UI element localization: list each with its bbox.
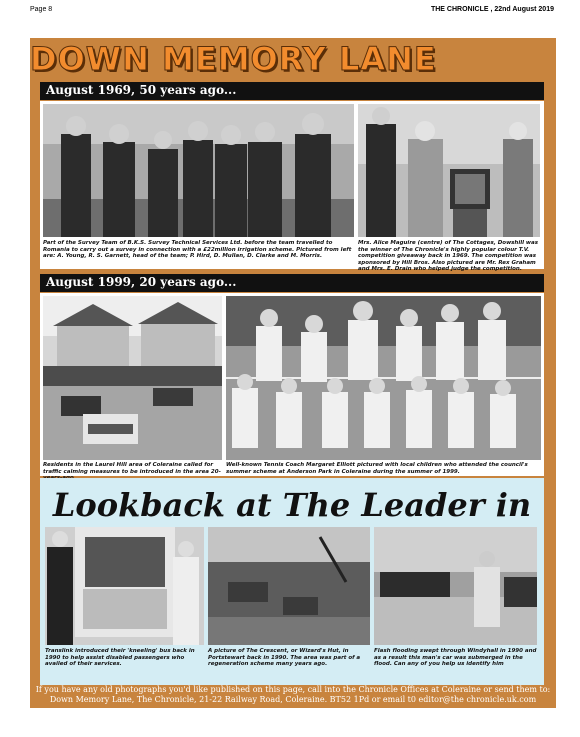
caption-flood-car: Flash flooding swept through Windyhall in 1990 and as a result this man's car was submerged in the flood. Can any of you help us identify him	[374, 648, 537, 668]
photo-tennis-group	[226, 296, 541, 460]
caption-crescent: A picture of The Crescent, or Wizard's Hut, in Portstewart back in 1990. The area was part of a regeneration scheme many years ago.	[208, 648, 361, 668]
masthead-title: DOWN MEMORY LANE	[30, 40, 437, 78]
caption-laurel-hill: Residents in the Laurel Hill area of Coleraine called for traffic calming measures to be introduced in the area 20-	[43, 462, 221, 475]
submission-footer	[30, 685, 556, 710]
publication-date: THE CHRONICLE , 22nd August 2019	[430, 6, 554, 13]
caption-tennis-group: Well-known Tennis Coach Margaret Elliott pictured with local children who attended the council's summer scheme at Anderson Park in Coleraine during the summer of 1999.	[226, 462, 528, 475]
photo-kneeling-bus	[45, 527, 204, 645]
caption-survey-team: Part of the Survey Team of B.K.S. Survey Technical Services Ltd. before the team travelled to Romania to carry out a survey in connection with a £22million irrigation scheme. Pictured from left are: A. Young, R. S. Garnett, head of the team; P. Hird, D. Mullan, D. Clarke and M. Morris.	[43, 240, 352, 260]
section-title-1969: August 1969, 50 years ago...	[46, 83, 237, 97]
lookback-title: Lookback at The Leader in	[52, 486, 532, 524]
section-title-1999: August 1999, 20 years ago...	[46, 275, 237, 289]
photo-survey-team	[43, 104, 354, 237]
caption-tv-winner: Mrs. Alice Maguire (centre) of The Cottages, Dowshill was the winner of The Chronicle's highly popular colour T.V. competition giveaway back in 1969. The competition was sponsored by Hill Bros. Also pictured are Mr. Rex Graham and Mrs. E. Drain who helped judge the competition.	[358, 240, 538, 273]
caption-kneeling-bus: Translink introduced their 'kneeling' bus back in 1990 to help assist disabled passengers who availed of their services.	[45, 648, 195, 668]
section-bar-1969	[40, 82, 544, 100]
page-number: Page 8	[30, 6, 53, 13]
photo-tv-winner	[358, 104, 540, 237]
masthead	[30, 38, 556, 78]
photo-crescent	[208, 527, 370, 645]
photo-laurel-hill	[43, 296, 222, 460]
section-bar-1999	[40, 274, 544, 292]
page-header	[30, 6, 554, 20]
footer-line-1: If you have any old photographs you'd like published on this page, call into the Chronicle Offices at Coleraine or send them to:	[35, 685, 551, 694]
photo-flood-car	[374, 527, 537, 645]
footer-line-2: Down Memory Lane, The Chronicle, 21-22 Railway Road, Coleraine. BT52 1Pd or email t0 editor@the chronicle.uk.com	[49, 695, 537, 704]
